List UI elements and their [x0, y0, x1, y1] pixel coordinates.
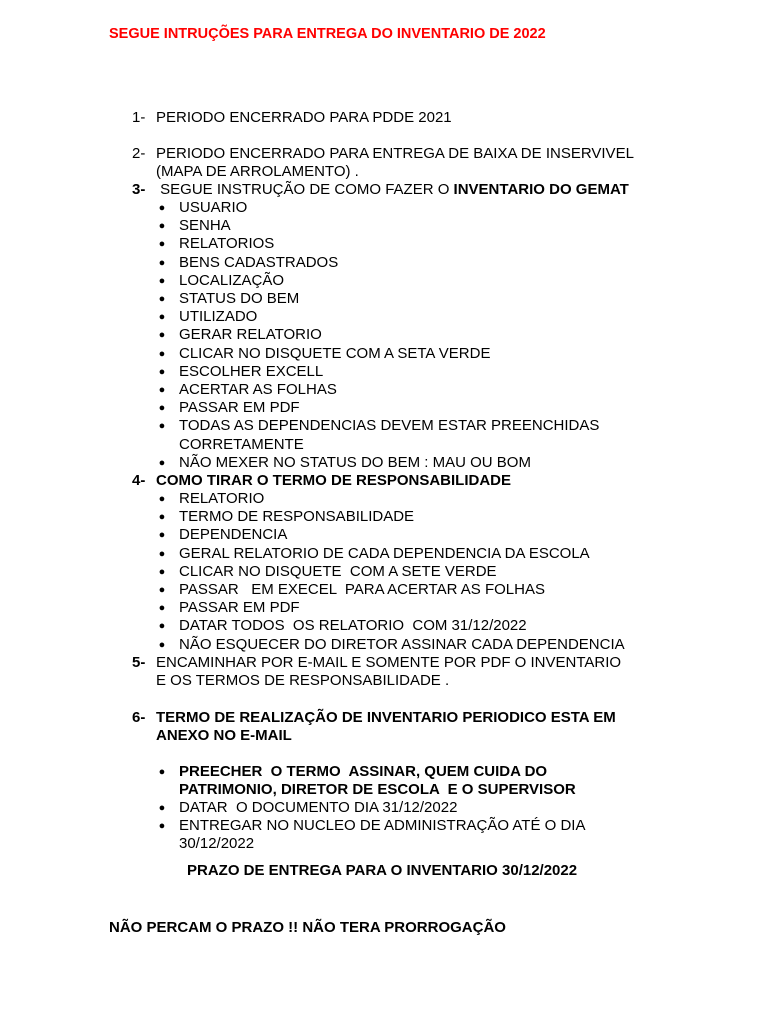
bullet-icon: ●: [158, 420, 166, 433]
bullet-icon: ●: [158, 220, 166, 233]
item-text-continued: (MAPA DE ARROLAMENTO) .: [156, 163, 359, 180]
bullet-item-text: DEPENDENCIA: [179, 526, 288, 544]
item-number: 6-: [132, 709, 146, 726]
bullet-icon: ●: [158, 547, 166, 560]
item-number: 3-: [132, 181, 146, 198]
bullet-icon: ●: [158, 511, 166, 524]
bullet-icon: ●: [158, 766, 166, 778]
bullet-item-text: PASSAR EM PDF: [179, 399, 300, 417]
bullet-icon: ●: [158, 565, 166, 578]
bullet-item-text: GERAL RELATORIO DE CADA DEPENDENCIA DA ESCOLA: [179, 544, 590, 562]
bullet-icon: ●: [158, 347, 166, 360]
item-text: TERMO DE REALIZAÇÃO DE INVENTARIO PERIODICO ESTA EM: [156, 709, 616, 726]
bullet-item-text: STATUS DO BEM: [179, 290, 300, 307]
bullet-item-text: NÃO ESQUECER DO DIRETOR ASSINAR CADA DEPENDENCIA: [179, 635, 625, 653]
bullet-icon: ●: [158, 820, 166, 832]
bullet-item-text: ACERTAR AS FOLHAS: [179, 381, 337, 398]
bullet-icon: ●: [158, 529, 166, 542]
bullet-icon: ●: [158, 293, 166, 305]
bullet-icon: ●: [158, 493, 166, 505]
bullet-icon: ●: [158, 402, 166, 415]
bullet-icon: ●: [158, 238, 166, 251]
item-text-prefix: SEGUE INSTRUÇÃO DE COMO FAZER O: [156, 181, 454, 198]
bullet-item-text: ENTREGAR NO NUCLEO DE ADMINISTRAÇÃO ATÉ O DIA: [179, 817, 586, 834]
item-number: 1-: [132, 109, 146, 126]
deadline-notice: PRAZO DE ENTREGA PARA O INVENTARIO 30/12/2022: [187, 862, 578, 879]
bullet-icon: ●: [158, 274, 166, 287]
item-number: 2-: [132, 145, 146, 162]
item-text: ENCAMINHAR POR E-MAIL E SOMENTE POR PDF O INVENTARIO: [156, 654, 622, 671]
bullet-item-text-continued: 30/12/2022: [179, 835, 255, 852]
bullet-item-text: DATAR O DOCUMENTO DIA 31/12/2022: [179, 799, 458, 816]
bullet-icon: ●: [158, 311, 166, 324]
bullet-item-text: SENHA: [179, 217, 231, 235]
bullet-icon: ●: [158, 256, 166, 269]
bullet-item-text-continued: CORRETAMENTE: [179, 435, 304, 453]
bullet-icon: ●: [158, 365, 166, 378]
item-text: PERIODO ENCERRADO PARA PDDE 2021: [156, 109, 452, 126]
bullet-item-text: TERMO DE RESPONSABILIDADE: [179, 508, 415, 526]
bullet-item-text-continued: PATRIMONIO, DIRETOR DE ESCOLA E O SUPERVISOR: [179, 781, 576, 798]
item-number: 5-: [132, 654, 146, 671]
bullet-icon: ●: [158, 620, 166, 633]
bullet-item-text: PASSAR EM PDF: [179, 599, 300, 617]
bullet-item-text: NÃO MEXER NO STATUS DO BEM : MAU OU BOM: [179, 453, 531, 471]
bullet-icon: ●: [158, 802, 166, 814]
item-number: 4-: [132, 472, 146, 489]
bullet-item-text: RELATORIOS: [179, 235, 275, 253]
bullet-item-text: PASSAR EM EXECEL PARA ACERTAR AS FOLHAS: [179, 581, 545, 598]
item-text-continued: ANEXO NO E-MAIL: [156, 727, 292, 744]
bullet-icon: ●: [158, 202, 166, 214]
bullet-icon: ●: [158, 638, 166, 651]
item-text-bold: INVENTARIO DO GEMAT: [453, 181, 629, 198]
bullet-item-text: GERAR RELATORIO: [179, 326, 322, 344]
bullet-item-text: UTILIZADO: [179, 308, 258, 326]
bullet-item-text: ESCOLHER EXCELL: [179, 362, 324, 380]
bullet-icon: ●: [158, 456, 166, 469]
bullet-item-text: CLICAR NO DISQUETE COM A SETE VERDE: [179, 562, 497, 580]
page-title: SEGUE INTRUÇÕES PARA ENTREGA DO INVENTARIO DE 2022: [109, 26, 546, 42]
bullet-icon: ●: [158, 384, 166, 396]
bullet-item-text: DATAR TODOS OS RELATORIO COM 31/12/2022: [179, 617, 527, 635]
bullet-item-text: RELATORIO: [179, 490, 265, 507]
bullet-item-text: BENS CADASTRADOS: [179, 253, 339, 271]
bullet-item-text: CLICAR NO DISQUETE COM A SETA VERDE: [179, 344, 491, 362]
bullet-item-text: LOCALIZAÇÃO: [179, 271, 285, 289]
item-text: PERIODO ENCERRADO PARA ENTREGA DE BAIXA DE INSERVIVEL: [156, 145, 634, 162]
bullet-icon: ●: [158, 584, 166, 596]
bullet-icon: ●: [158, 602, 166, 615]
bullet-item-text: TODAS AS DEPENDENCIAS DEVEM ESTAR PREENCHIDAS: [179, 417, 600, 435]
bullet-item-text: USUARIO: [179, 199, 248, 216]
bullet-item-text: PREECHER O TERMO ASSINAR, QUEM CUIDA DO: [179, 763, 548, 780]
item-text-continued: E OS TERMOS DE RESPONSABILIDADE .: [156, 672, 450, 689]
warning-notice: NÃO PERCAM O PRAZO !! NÃO TERA PRORROGAÇÃO: [109, 919, 506, 936]
item-text: COMO TIRAR O TERMO DE RESPONSABILIDADE: [156, 472, 512, 489]
bullet-icon: ●: [158, 329, 166, 342]
item-text: [156, 181, 629, 199]
